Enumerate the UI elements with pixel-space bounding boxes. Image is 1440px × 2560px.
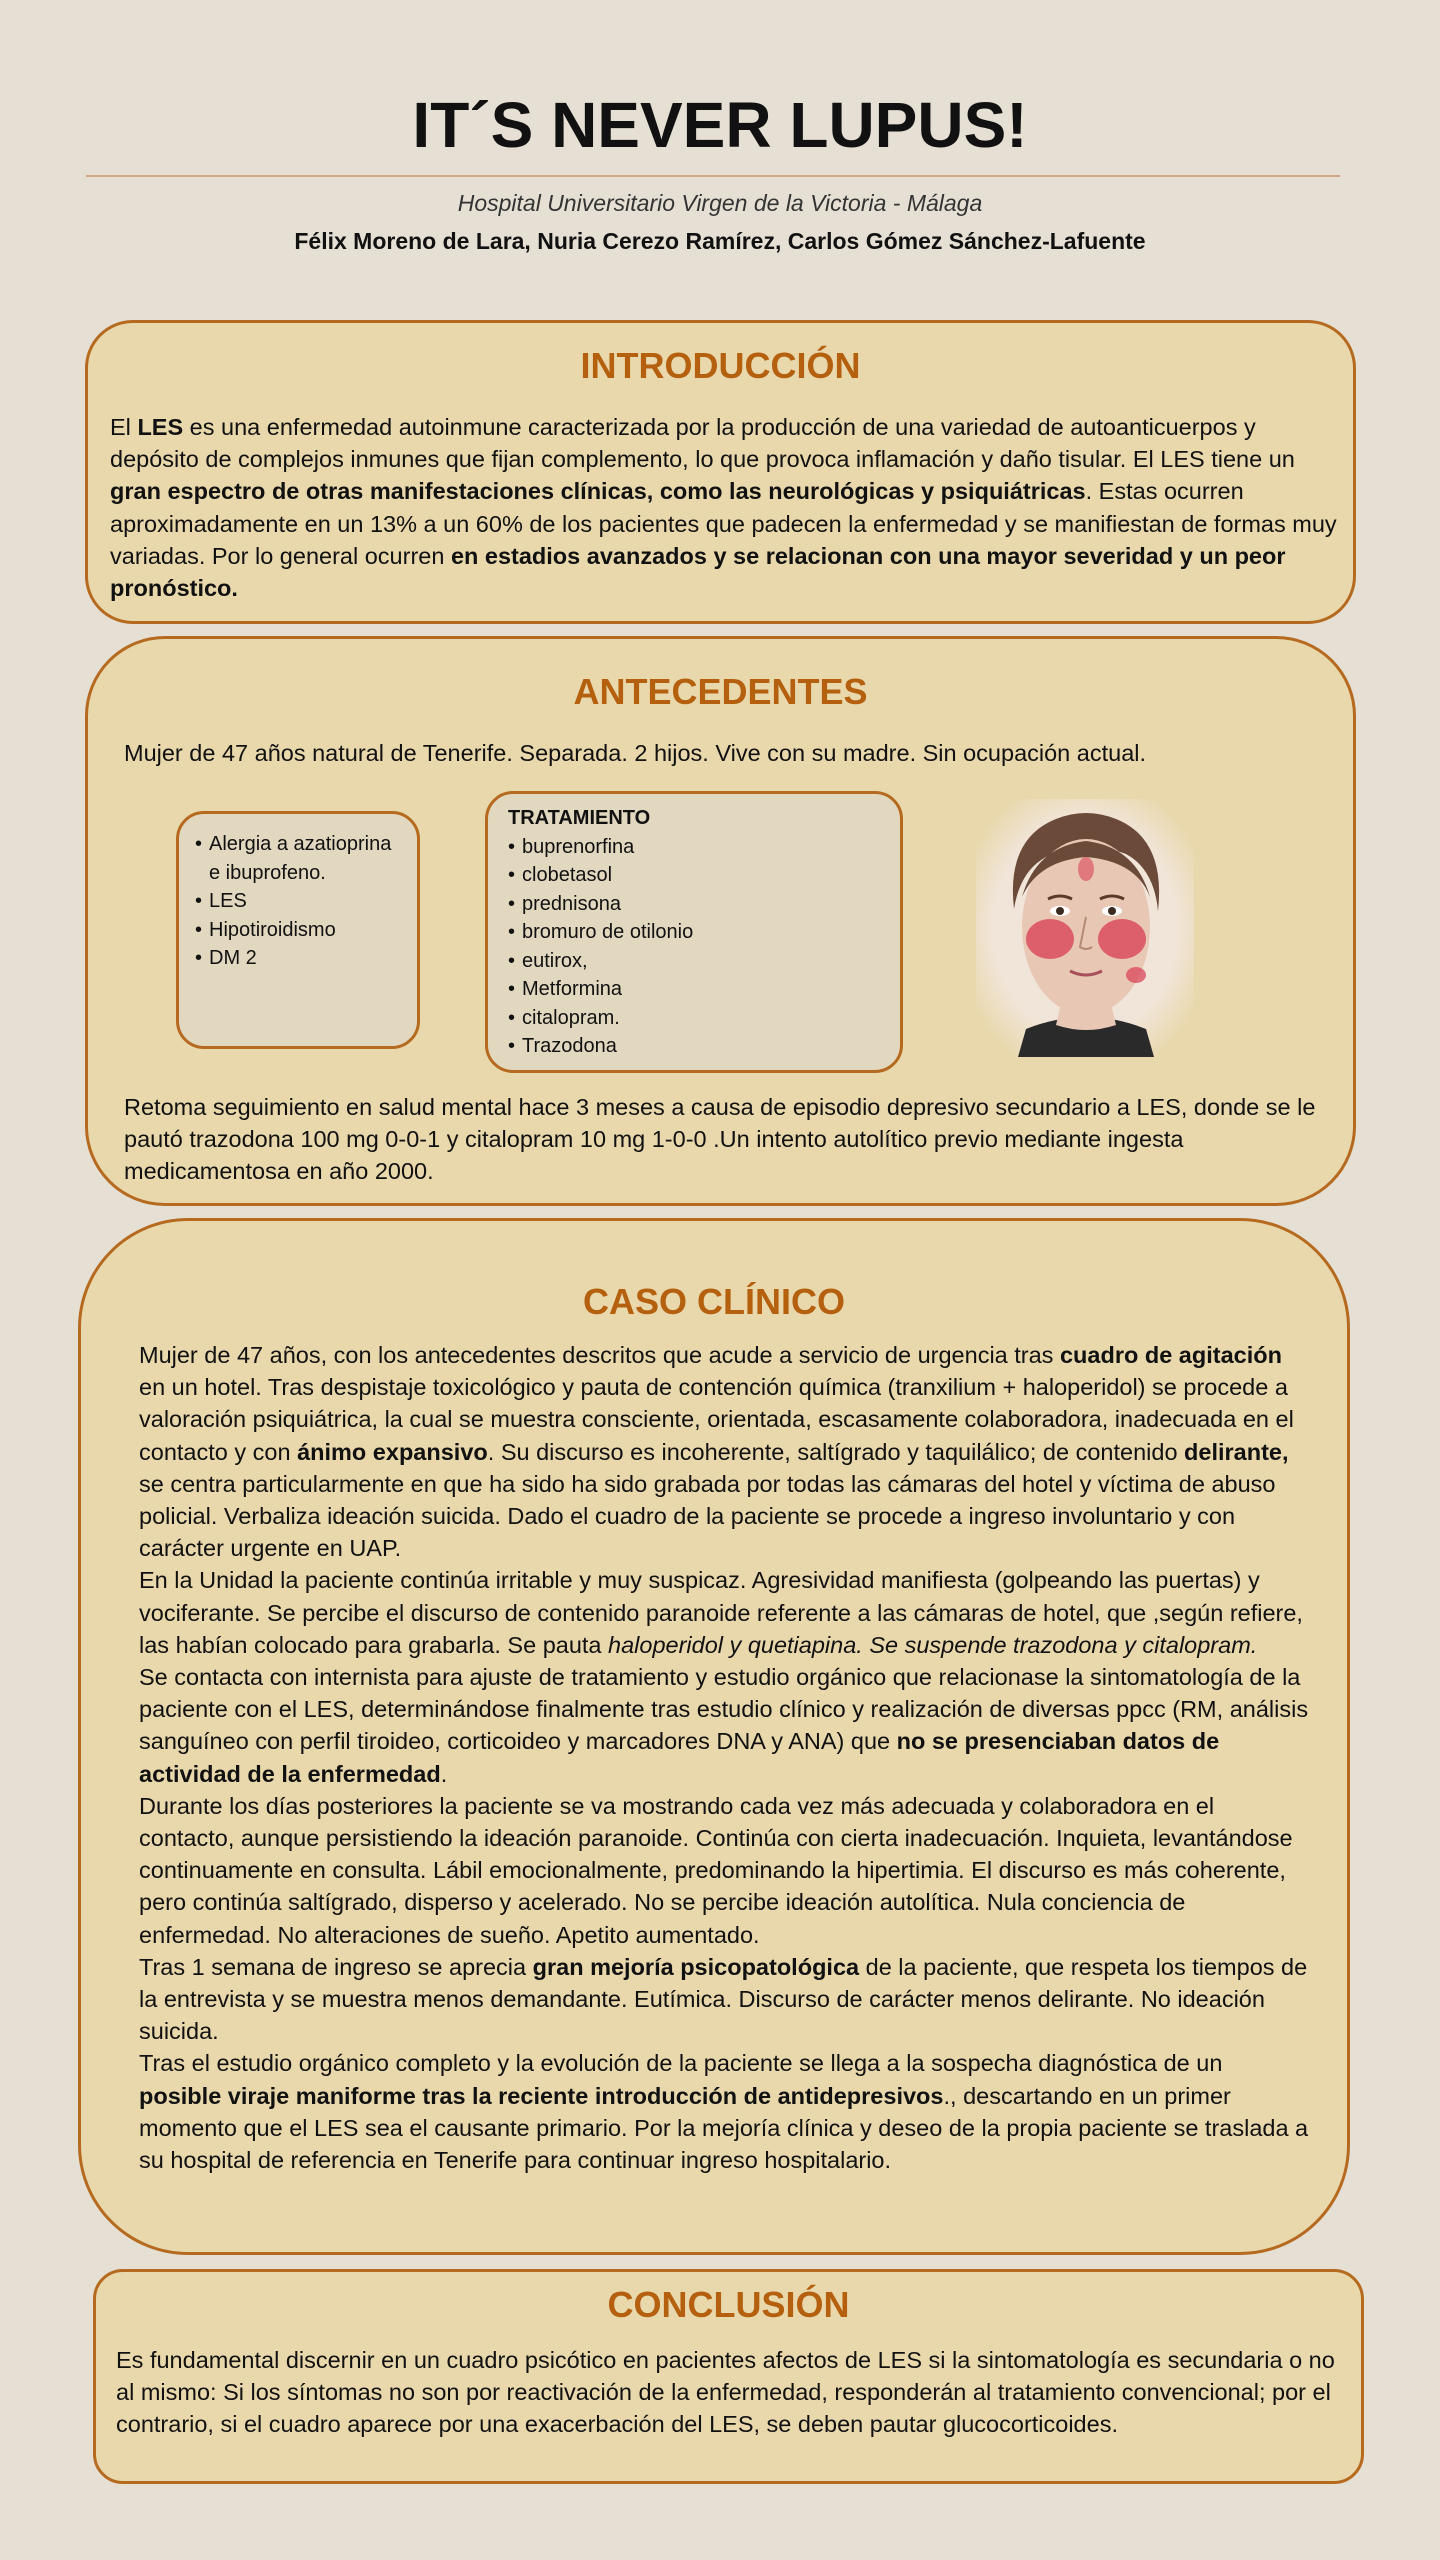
list-item: • Alergia a azatioprina e ibuprofeno. bbox=[195, 830, 403, 887]
intro-paragraph: El LES es una enfermedad autoinmune caracterizada por la producción de una variedad de autoanticuerpos y depósito de complejos inmunes que fijan complemento, lo que provoca inflamación y daño tisular. El LES tiene un gran espectro de otras manifestaciones clínicas, como las neurológicas y psiquiátricas. Estas ocurren aproximadamente en un 13% a un 60% de los pacientes que padecen la enfermedad y se manifiestan de formas muy variadas. Por lo general ocurren en estadios avanzados y se relacionan con una mayor severidad y un peor pronóstico. bbox=[110, 414, 1337, 602]
case-paragraph: Tras 1 semana de ingreso se aprecia gran mejoría psicopatológica de la paciente, que respeta los tiempos de la entrevista y se muestra menos demandante. Eutímica. Discurso de carácter menos delirante. No ideación suicida. bbox=[139, 1953, 1308, 2045]
case-paragraph: Durante los días posteriores la paciente se va mostrando cada vez más adecuada y colaboradora en el contacto, aunque persistiendo la ideación paranoide. Continúa con cierta inadecuación. Inquieta, levantándose continuamente en consulta. Lábil emocionalmente, predominando la hipertimia. El discurso es más coherente, pero continúa saltígrado, disperso y acelerado. No se percibe ideación autolítica. Nula conciencia de enfermedad. No alteraciones de sueño. Apetito aumentado. bbox=[139, 1792, 1293, 1948]
list-item: • eutirox, bbox=[508, 947, 886, 976]
list-item: • citalopram. bbox=[508, 1004, 886, 1033]
list-item: • LES bbox=[195, 887, 403, 916]
list-item: • Trazodona bbox=[508, 1032, 886, 1061]
followup-paragraph: Retoma seguimiento en salud mental hace 3 meses a causa de episodio depresivo secundario a LES, donde se le pautó trazodona 100 mg 0-0-1 y citalopram 10 mg 1-0-0 .Un intento autolítico previo mediante ingesta medicamentosa en año 2000. bbox=[124, 1094, 1316, 1185]
list-item: • buprenorfina bbox=[508, 833, 886, 862]
poster-title: IT´S NEVER LUPUS! bbox=[412, 89, 1028, 161]
list-item: • bromuro de otilonio bbox=[508, 918, 886, 947]
section-caso-clinico bbox=[78, 1218, 1350, 2255]
list-item: • prednisona bbox=[508, 890, 886, 919]
case-paragraph: Mujer de 47 años, con los antecedentes descritos que acude a servicio de urgencia tras cuadro de agitación en un hotel. Tras despistaje toxicológico y pauta de contención química (tranxilium + haloperidol) se procede a valoración psiquiátrica, la cual se muestra consciente, orientada, escasamente colaboradora, inadecuada en el contacto y con ánimo expansivo. Su discurso es incoherente, saltígrado y taquilálico; de contenido delirante, se centra particularmente en que ha sido ha sido grabada por todas las cámaras del hotel y víctima de abuso policial. Verbaliza ideación suicida. Dado el cuadro de la paciente se procede a ingreso involuntario y con carácter urgente en UAP. bbox=[139, 1342, 1294, 1562]
section-introduccion bbox=[85, 320, 1356, 624]
case-paragraph: Tras el estudio orgánico completo y la evolución de la paciente se llega a la sospecha diagnóstica de un posible viraje maniforme tras la reciente introducción de antidepresivos., descartando en un primer momento que el LES sea el causante primario. Por la mejoría clínica y deseo de la propia paciente se traslada a su hospital de referencia en Tenerife para continuar ingreso hospitalario. bbox=[139, 2050, 1309, 2174]
history-list bbox=[195, 830, 403, 973]
list-item: • DM 2 bbox=[195, 944, 403, 973]
section-heading: ANTECEDENTES bbox=[573, 671, 868, 712]
section-heading: CONCLUSIÓN bbox=[607, 2284, 850, 2325]
history-box bbox=[176, 811, 420, 1049]
patient-summary: Mujer de 47 años natural de Tenerife. Separada. 2 hijos. Vive con su madre. Sin ocupación actual. bbox=[124, 740, 1147, 766]
section-heading: CASO CLÍNICO bbox=[582, 1281, 845, 1322]
case-paragraph: En la Unidad la paciente continúa irritable y muy suspicaz. Agresividad manifiesta (golpeando las puertas) y vociferante. Se percibe el discurso de contenido paranoide referente a las cámaras de hotel, que ,según refiere, las habían colocado para grabarla. Se pauta haloperidol y quetiapina. Se suspende trazodona y citalopram. bbox=[139, 1567, 1303, 1658]
treatment-heading: TRATAMIENTO bbox=[508, 807, 651, 829]
section-heading: INTRODUCCIÓN bbox=[580, 345, 861, 386]
treatment-box bbox=[485, 791, 903, 1073]
conclusion-paragraph: Es fundamental discernir en un cuadro psicótico en pacientes afectos de LES si la sintomatología es secundaria o no al mismo: Si los síntomas no son por reactivación de la enfermedad, responderán al tratamiento convencional; por el contrario, si el cuadro aparece por una exacerbación del LES, se deben pautar glucocorticoides. bbox=[116, 2347, 1335, 2438]
hospital-affiliation: Hospital Universitario Virgen de la Victoria - Málaga bbox=[457, 190, 983, 216]
section-antecedentes bbox=[85, 636, 1356, 1206]
list-item: • Metformina bbox=[508, 975, 886, 1004]
list-item: • Hipotiroidismo bbox=[195, 916, 403, 945]
case-body bbox=[139, 1339, 1309, 2176]
author-list: Félix Moreno de Lara, Nuria Cerezo Ramírez, Carlos Gómez Sánchez-Lafuente bbox=[294, 228, 1146, 254]
list-item: • clobetasol bbox=[508, 861, 886, 890]
treatment-list bbox=[508, 833, 886, 1061]
title-divider bbox=[86, 175, 1340, 177]
lupus-rash-portrait-illustration bbox=[976, 799, 1194, 1057]
case-paragraph: Se contacta con internista para ajuste de tratamiento y estudio orgánico que relacionase la sintomatología de la paciente con el LES, determinándose finalmente tras estudio clínico y realización de diversas ppcc (RM, análisis sanguíneo con perfil tiroideo, corticoideo y marcadores DNA y ANA) que no se presenciaban datos de actividad de la enfermedad. bbox=[139, 1664, 1309, 1787]
section-conclusion bbox=[93, 2269, 1364, 2484]
